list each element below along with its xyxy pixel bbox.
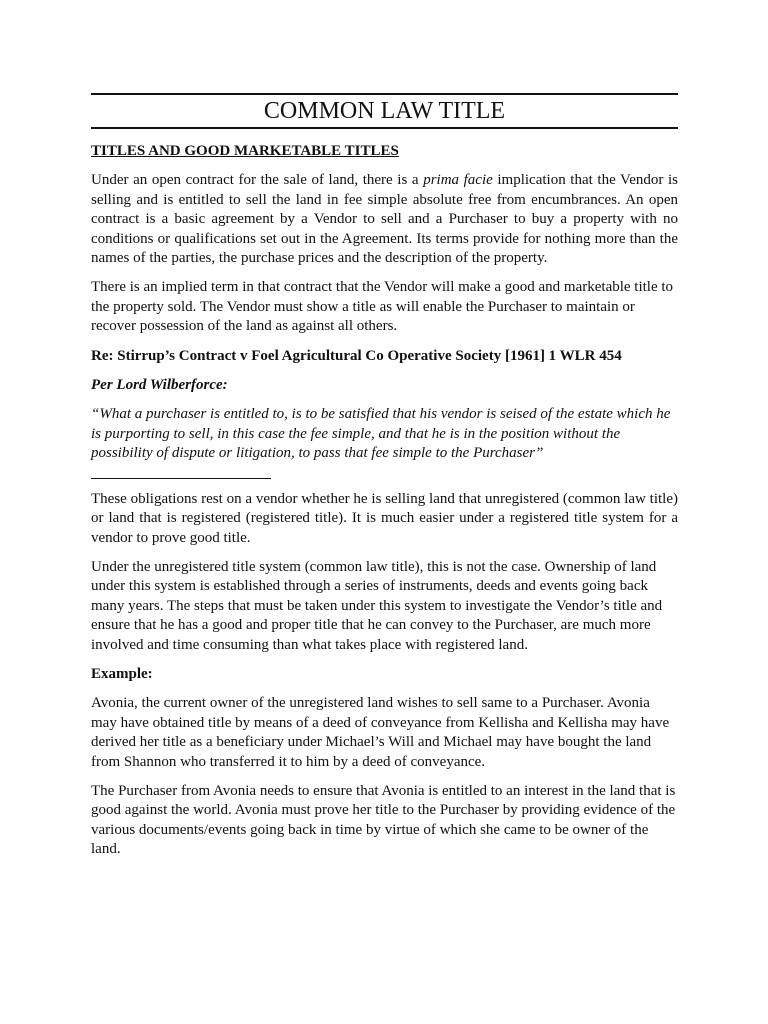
judicial-quote: “What a purchaser is entitled to, is to be satisfied that his vendor is seised of the estate which he is purporting to sell, in this case the fee simple, and that he is in the position without the possibility of dispute or litigation, to pass that fee simple to the Purchaser”	[91, 406, 671, 462]
document-body	[91, 142, 678, 870]
title-bottom-rule	[91, 127, 678, 129]
paragraph-open-contract	[91, 171, 678, 268]
separator-rule	[91, 478, 271, 479]
section-heading: TITLES AND GOOD MARKETABLE TITLES	[91, 143, 399, 159]
document-title: COMMON LAW TITLE	[263, 98, 506, 124]
example-heading: Example:	[91, 665, 153, 682]
paragraph-unregistered-system: Under the unregistered title system (common law title), this is not the case. Ownership of land under this system is established through a series of instruments, deeds and events going back many years. The steps that must be taken under this system to investigate the Vendor’s title and ensure that he has a good and proper title that he can convey to the Purchaser, are much more involved and time consuming than what takes place with registered land.	[91, 558, 663, 653]
title-top-rule	[91, 93, 678, 95]
prima-facie-emphasis: prima facie	[423, 172, 493, 189]
case-citation: Re: Stirrup’s Contract v Foel Agricultural Co Operative Society [1961] 1 WLR 454	[91, 347, 622, 364]
paragraph-obligations: These obligations rest on a vendor whether he is selling land that unregistered (common law title) or land that is registered (registered title). It is much easier under a registered title system for a vendor to prove good title.	[91, 490, 678, 546]
judge-attribution: Per Lord Wilberforce:	[91, 377, 228, 394]
paragraph-open-contract-end: implication that the Vendor is selling and is entitled to sell the land in fee simple absolute free from encumbrances. An open contract is a basic agreement by a Vendor to sell and a Purchaser to buy a property with no conditions or qualifications set out in the Agreement. Its terms provide for nothing more than the names of the parties, the purchase prices and the description of the property.	[91, 172, 678, 267]
paragraph-example-avonia: Avonia, the current owner of the unregistered land wishes to sell same to a Purchaser. Avonia may have obtained title by means of a deed of conveyance from Kellisha and Kellisha may have derived her title as a beneficiary under Michael’s Will and Michael may have bought the land from Shannon who transferred it to him by a deed of conveyance.	[91, 695, 670, 770]
paragraph-implied-term: There is an implied term in that contract that the Vendor will make a good and marketable title to the property sold. The Vendor must show a title as will enable the Purchaser to maintain or recover possession of the land as against all others.	[91, 279, 674, 335]
paragraph-open-contract-start: Under an open contract for the sale of land, there is a	[91, 172, 424, 189]
paragraph-purchaser-from-avonia: The Purchaser from Avonia needs to ensure that Avonia is entitled to an interest in the land that is good against the world. Avonia must prove her title to the Purchaser by providing evidence of the various documents/events going back in time by virtue of which she came to be owner of the land.	[91, 782, 676, 858]
